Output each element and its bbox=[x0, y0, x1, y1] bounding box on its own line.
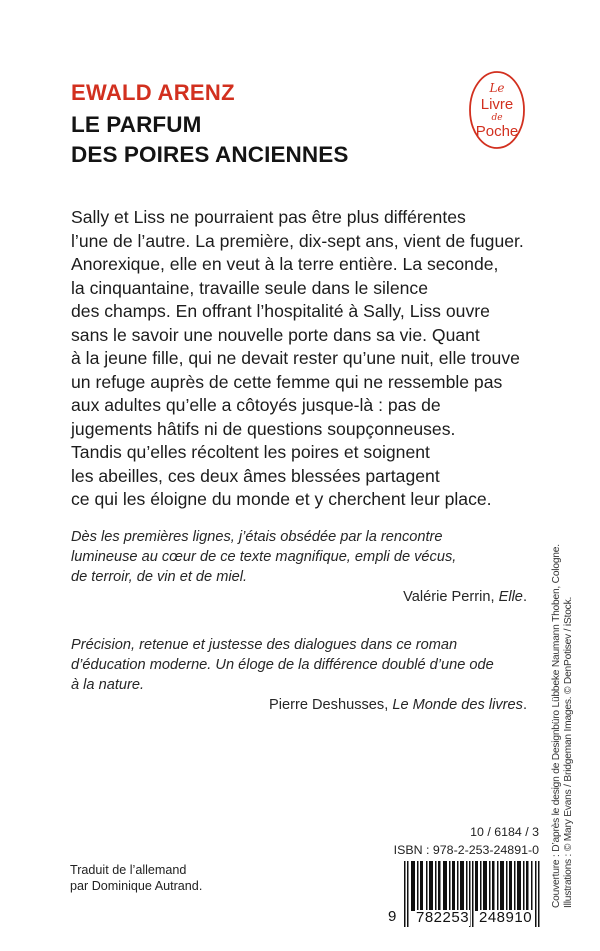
isbn-number: ISBN : 978-2-253-24891-0 bbox=[393, 843, 539, 857]
summary-line: aux adultes qu’elle a côtoyés jusque-là : pas de bbox=[71, 395, 441, 415]
summary-line: Anorexique, elle en veut à la terre entière. La seconde, bbox=[71, 254, 499, 274]
translator-line: par Dominique Autrand. bbox=[70, 879, 203, 893]
svg-text:de: de bbox=[491, 113, 503, 123]
summary-line: des champs. En offrant l’hospitalité à Sally, Liss ouvre bbox=[71, 301, 490, 321]
quote-line: lumineuse au cœur de ce texte magnifique, empli de vécus, bbox=[71, 549, 457, 565]
quote-line: de terroir, de vin et de miel. bbox=[71, 569, 248, 585]
quote-source: Elle bbox=[498, 589, 523, 605]
credits-line: Illustrations : © Mary Evans / Bridgeman Images. © DenPotisev / iStock. bbox=[563, 596, 574, 908]
summary-line: l’une de l’autre. La première, dix-sept ans, vient de fuguer. bbox=[71, 230, 524, 251]
summary-line: la cinquantaine, travaille seule dans le silence bbox=[71, 277, 428, 298]
summary-line: sans le savoir une nouvelle porte dans sa vie. Quant bbox=[71, 324, 480, 345]
le-livre-de-poche-logo-icon bbox=[468, 70, 526, 150]
quote-line: Précision, retenue et justesse des dialogues dans ce roman bbox=[71, 637, 458, 653]
edition-code: 10 / 6184 / 3 bbox=[470, 825, 539, 839]
quote-author: Valérie Perrin, bbox=[403, 589, 499, 605]
translator-line: Traduit de l’allemand bbox=[70, 863, 187, 877]
credits-line: Couverture : D’après le design de Designbüro Lübbeke Naumann Thoben, Cologne. bbox=[551, 544, 562, 908]
summary-line: jugements hâtifs ni de questions soupçonneuses. bbox=[71, 418, 456, 439]
svg-text:Le: Le bbox=[489, 81, 505, 95]
quote-author: Pierre Deshusses, bbox=[269, 697, 393, 713]
author-name: EWALD ARENZ bbox=[71, 80, 235, 105]
summary-line: ce qui les éloigne du monde et y cherchent leur place. bbox=[71, 489, 492, 509]
summary-line: à la jeune fille, qui ne devait rester qu’une nuit, elle trouve bbox=[71, 348, 520, 368]
quote-2-attribution bbox=[269, 695, 527, 715]
quote-end: . bbox=[522, 697, 527, 713]
book-title bbox=[71, 110, 348, 170]
title-line-1: LE PARFUM bbox=[71, 112, 202, 137]
quote-line: Dès les premières lignes, j’étais obsédée par la rencontre bbox=[71, 529, 443, 545]
barcode-lead-digit: 9 bbox=[388, 908, 397, 925]
cover-credits bbox=[551, 513, 575, 908]
barcode-digits-left: 782253 bbox=[416, 909, 470, 926]
summary-line: Sally et Liss ne pourraient pas être plus différentes bbox=[71, 207, 466, 227]
press-quote-1 bbox=[71, 527, 511, 587]
quote-line: à la nature. bbox=[71, 677, 145, 693]
press-quote-2 bbox=[71, 635, 511, 695]
summary-line: Tandis qu’elles récoltent les poires et soignent bbox=[71, 442, 430, 462]
barcode-digits-right: 248910 bbox=[479, 909, 533, 926]
quote-source: Le Monde des livres bbox=[392, 697, 523, 713]
back-cover-summary bbox=[71, 206, 571, 512]
quote-line: d’éducation moderne. Un éloge de la différence doublé d’une ode bbox=[71, 657, 494, 673]
summary-line: les abeilles, ces deux âmes blessées partagent bbox=[71, 465, 440, 486]
quote-1-attribution bbox=[403, 587, 527, 607]
svg-text:Livre: Livre bbox=[480, 96, 514, 113]
summary-line: un refuge auprès de cette femme qui ne ressemble pas bbox=[71, 371, 503, 392]
svg-text:Poche: Poche bbox=[475, 123, 519, 140]
title-line-2: DES POIRES ANCIENNES bbox=[71, 142, 349, 167]
quote-end: . bbox=[522, 589, 527, 605]
translator-note bbox=[70, 862, 202, 894]
